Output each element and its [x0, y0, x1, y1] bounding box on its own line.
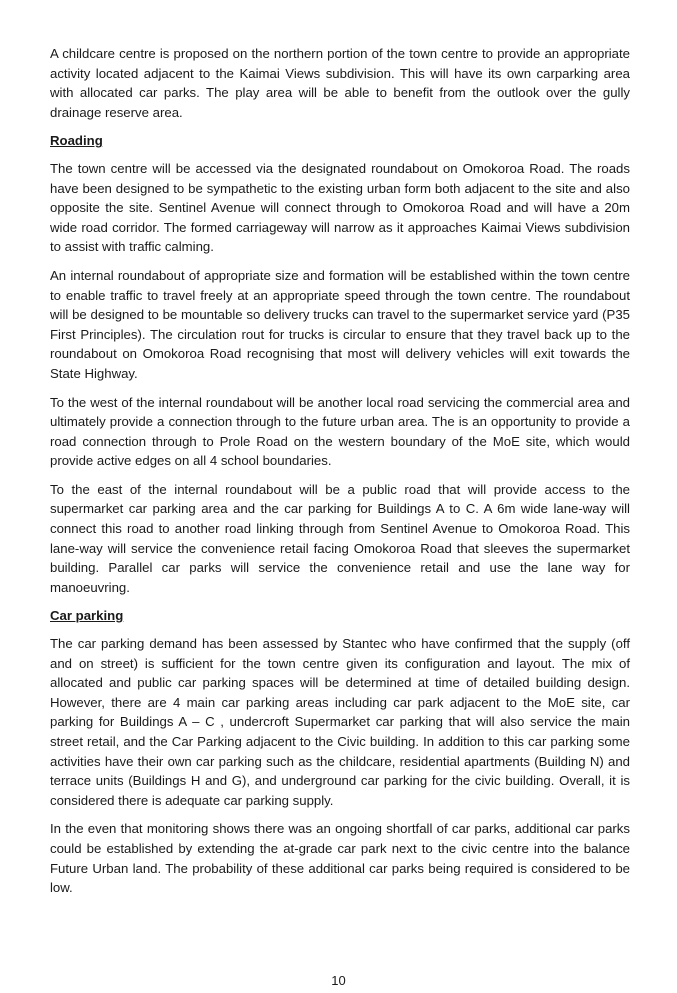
roading-paragraph-2: An internal roundabout of appropriate size and formation will be established within the town centre to enable traffic to travel freely at an appropriate speed through the town centre. The roundabout will be designed to be mountable so delivery trucks can travel to the supermarket service yard (P35 First Principles). The circulation rout for trucks is circular to ensure that they travel back up to the roundabout on Omokoroa Road recognising that most will delivery vehicles will exit towards the State Highway.: [50, 267, 630, 381]
roading-paragraph-4: To the east of the internal roundabout will be a public road that will provide access to the supermarket car parking area and the car parking for Buildings A to C. A 6m wide lane-way will connect this road to another road linking through from Sentinel Avenue to Omokoroa Road. This lane-way will service the convenience retail facing Omokoroa Road that sleeves the supermarket building. Parallel car parks will service the convenience retail and use the lane way for manoeuvring.: [50, 481, 630, 595]
document-page: [50, 44, 630, 907]
car-parking-paragraph-1: The car parking demand has been assessed by Stantec who have confirmed that the supply (off and on street) is sufficient for the town centre given its configuration and layout. The mix of allocated and public car parking spaces will be determined at time of detailed building design. However, there are 4 main car parking areas including car park adjacent to the MoE site, car parking for Buildings A – C , undercroft Supermarket car parking that will also service the main street retail, and the Car Parking adjacent to the Civic building. In addition to this car parking some activities have their own car parking such as the childcare, residential apartments (Building N) and terrace units (Buildings H and G), and underground car parking for the civic building. Overall, it is considered there is adequate car parking supply.: [50, 636, 630, 808]
car-parking-paragraph-2: In the even that monitoring shows there was an ongoing shortfall of car parks, additional car parks could be established by extending the at-grade car park next to the civic centre into the balance Future Urban land. The probability of these additional car parks being required is considered to be low.: [50, 821, 630, 896]
roading-paragraph-3: To the west of the internal roundabout will be another local road servicing the commercial area and ultimately provide a connection through to the future urban area. The is an opportunity to provide a road connection through to Prole Road on the western boundary of the MoE site, which would provide active edges on all 4 school boundaries.: [50, 394, 630, 469]
roading-paragraph-1: The town centre will be accessed via the designated roundabout on Omokoroa Road. The roads have been designed to be sympathetic to the existing urban form both adjacent to the site and also opposite the site. Sentinel Avenue will connect through to Omokoroa Road and will have a 20m wide road corridor. The formed carriageway will narrow as it approaches Kaimai Views subdivision to assist with traffic calming.: [50, 160, 630, 255]
roading-heading: Roading: [50, 133, 103, 149]
car-parking-heading: Car parking: [50, 608, 124, 624]
page-number: 10: [331, 973, 346, 988]
intro-paragraph: A childcare centre is proposed on the northern portion of the town centre to provide an appropriate activity located adjacent to the Kaimai Views subdivision. This will have its own carparking area with allocated car parks. The play area will be able to benefit from the outlook over the gully drainage reserve area.: [50, 46, 630, 120]
